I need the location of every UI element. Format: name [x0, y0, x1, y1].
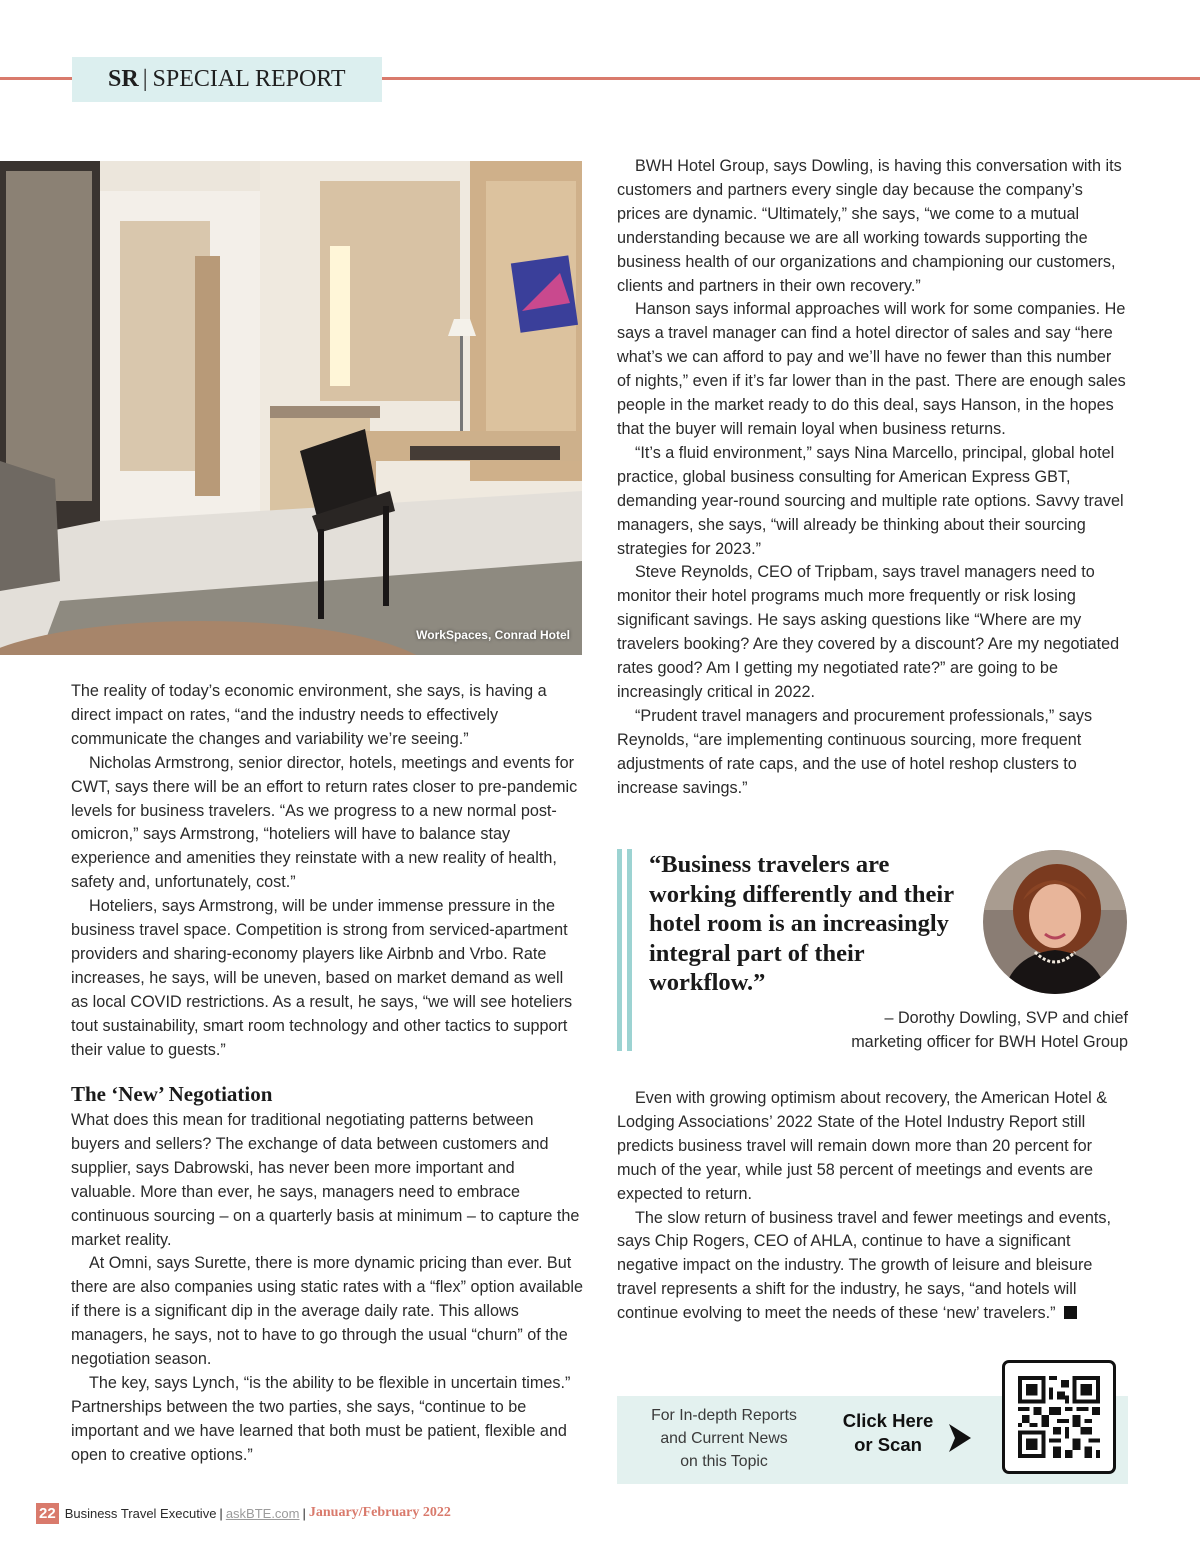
- paragraph: The key, says Lynch, “is the ability to be flexible in uncertain times.” Partnerships between the two parties, she says, “continue to be important and we have learned that both must be patient, flexible and open to creative options.”: [71, 1373, 571, 1464]
- closing-paragraph-text: The slow return of business travel and fewer meetings and events, says Chip Rogers, CEO of AHLA, continue to have a significant negative impact on the industry. The growth of leisure and bleisure travel represents a shift for the industry, he says, “and hotels will continue evolving to meet the needs of these ‘new’ travelers.”: [617, 1208, 1111, 1323]
- paragraph: What does this mean for traditional negotiating patterns between buyers and sellers? The exchange of data between customers and supplier, says Dabrowski, has never been more important and valuable. More than ever, he says, managers need to embrace continuous sourcing – on a quarterly basis at minimum – to capture the market reality.: [71, 1111, 580, 1249]
- paragraph: Nicholas Armstrong, senior director, hotels, meetings and events for CWT, says there will be an effort to return rates closer to pre-pandemic levels for business travelers. “As we progress to a new normal post-omicron,” says Armstrong, “hoteliers will have to balance stay experience and amenities they reinstate with a new reality of health, safety and, unfortunately, cost.”: [71, 753, 578, 892]
- attribution-line: marketing officer for BWH Hotel Group: [851, 1033, 1128, 1051]
- qr-code-icon: [1018, 1376, 1100, 1458]
- promo-description: [639, 1404, 809, 1473]
- qr-code[interactable]: [1002, 1360, 1116, 1474]
- paragraph: Hoteliers, says Armstrong, will be under immense pressure in the business travel space. Competition is strong from serviced-apartment providers and sharing-economy players like Airbnb and Vrbo. Rate increases, he says, will be uneven, based on market demand as well as local COVID restrictions. As a result, he says, “we will see hoteliers tout sustainability, smart room technology and other tactics to support their value to guests.”: [71, 897, 573, 1059]
- paragraph: Even with growing optimism about recovery, the American Hotel & Lodging Associations’ 2022 State of the Hotel Industry Report still predicts business travel will remain down more than 20 percent for much of the year, while just 58 percent of meetings and events are expected to return.: [617, 1089, 1108, 1203]
- footer-separator: |: [219, 1505, 223, 1521]
- header-rule-left: [0, 77, 72, 80]
- paragraph: Hanson says informal approaches will work for some companies. He says a travel manager can find a hotel director of sales and say “here what’s we can afford to pay and we’ll have no fewer than this number of nights,” even if it’s far lower than in the past. There are enough sales people in the market ready to do this deal, says Hanson, in the hopes that the buyer will remain loyal when business returns.: [617, 300, 1126, 438]
- portrait-illustration: [983, 850, 1127, 994]
- end-mark-icon: [1064, 1306, 1077, 1319]
- pullquote-rule: [617, 849, 622, 1051]
- hotel-room-photo: [0, 161, 582, 655]
- section-subhead: The ‘New’ Negotiation: [71, 1082, 273, 1106]
- dorothy-dowling-portrait: [983, 850, 1127, 994]
- article-column-right-bottom: [617, 1087, 1129, 1326]
- article-column-left-bottom: [71, 1109, 583, 1468]
- paragraph: “Prudent travel managers and procurement professionals,” says Reynolds, “are implementing continuous sourcing, more frequent adjustments of rate caps, and the use of hotel reshop clusters to increase savings.”: [617, 706, 1093, 797]
- cta-line: or Scan: [854, 1434, 922, 1455]
- section-abbrev: SR: [108, 66, 139, 92]
- section-header: [72, 57, 382, 102]
- pullquote-attribution: [798, 1006, 1128, 1054]
- article-column-left-top: [71, 680, 583, 1063]
- publication-name: Business Travel Executive: [64, 1505, 217, 1521]
- section-separator: |: [142, 66, 148, 92]
- promo-line: and Current News: [660, 1430, 788, 1447]
- header-rule-right: [382, 77, 1200, 80]
- page-footer: [36, 1500, 451, 1526]
- footer-separator: |: [302, 1505, 306, 1521]
- promo-line: on this Topic: [680, 1453, 768, 1470]
- promo-line: For In-depth Reports: [651, 1407, 797, 1424]
- paragraph: At Omni, says Surette, there is more dynamic pricing than ever. But there are also companies using static rates with a “flex” option available if there is a significant dip in the average daily rate. This allows managers, he says, not to have to go through the usual “churn” of the negotiation season.: [71, 1254, 583, 1369]
- pullquote-text: “Business travelers are working differently and their hotel room is an increasingly integral part of their workflow.”: [649, 851, 954, 997]
- click-here-link[interactable]: [832, 1409, 944, 1457]
- hotel-room-illustration: [0, 161, 582, 655]
- article-column-right-top: [617, 155, 1129, 800]
- issue-date: January/February 2022: [308, 1505, 451, 1520]
- page-number: 22: [36, 1503, 59, 1524]
- attribution-line: – Dorothy Dowling, SVP and chief: [884, 1009, 1128, 1027]
- website-link[interactable]: askBTE.com: [225, 1505, 300, 1521]
- paragraph: BWH Hotel Group, says Dowling, is having this conversation with its customers and partners every single day because the company’s prices are dynamic. “Ultimately,” she says, “we come to a mutual understanding because we are all working towards supporting the business health of our organizations and championing our customers, clients and partners in their own recovery.”: [617, 157, 1122, 295]
- cta-line: Click Here: [842, 1410, 934, 1431]
- chevron-right-icon[interactable]: [945, 1422, 973, 1454]
- paragraph: Steve Reynolds, CEO of Tripbam, says travel managers need to monitor their hotel programs much more frequently or risk losing significant savings. He says asking questions like “Where are my travelers booking? Are they covered by a discount? Are my negotiated rates good? Am I getting my negotiated rate?” are going to be increasingly critical in 2022.: [617, 563, 1120, 701]
- section-title: SPECIAL REPORT: [152, 66, 346, 92]
- photo-caption: WorkSpaces, Conrad Hotel: [416, 628, 570, 642]
- pullquote-rule: [627, 849, 632, 1051]
- paragraph: [617, 1207, 1129, 1327]
- paragraph: The reality of today’s economic environment, she says, is having a direct impact on rates, “and the industry needs to effectively communicate the changes and variability we’re seeing.”: [71, 682, 547, 748]
- paragraph: “It’s a fluid environment,” says Nina Marcello, principal, global hotel practice, global business consulting for American Express GBT, demanding year-round sourcing and multiple rate options. Savvy travel managers, she says, “will already be thinking about their sourcing strategies for 2023.”: [617, 443, 1124, 558]
